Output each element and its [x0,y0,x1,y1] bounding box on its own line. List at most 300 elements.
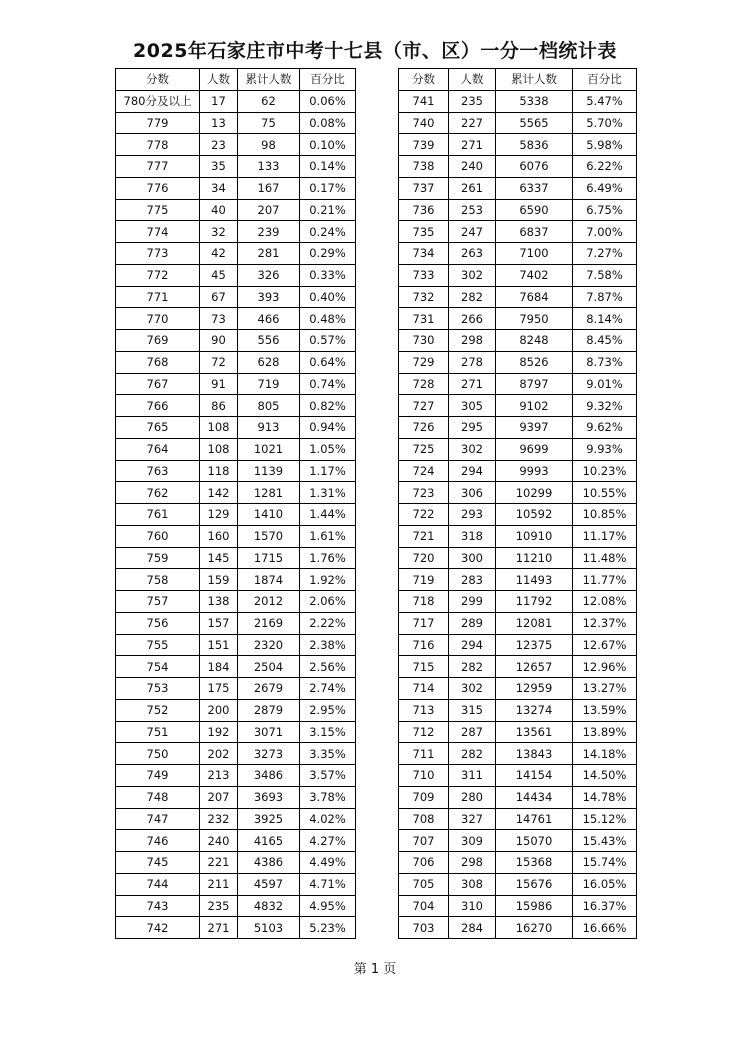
cell-percent: 4.27% [300,830,356,852]
cell-score: 764 [116,438,200,460]
cell-cumulative: 10592 [496,504,573,526]
cell-score: 741 [399,90,449,112]
cell-score: 768 [116,351,200,373]
cell-percent: 0.40% [300,286,356,308]
cell-count: 305 [449,395,496,417]
table-row [116,612,356,634]
cell-score: 729 [399,351,449,373]
cell-percent: 1.76% [300,547,356,569]
cell-score: 744 [116,873,200,895]
cell-score: 711 [399,743,449,765]
cell-count: 235 [200,895,238,917]
cell-count: 294 [449,634,496,656]
cell-percent: 1.44% [300,504,356,526]
cell-percent: 4.71% [300,873,356,895]
header-count: 人数 [449,69,496,91]
cell-cumulative: 3486 [238,765,300,787]
cell-percent: 0.10% [300,134,356,156]
cell-percent: 15.12% [573,808,637,830]
table-row [399,656,637,678]
cell-count: 311 [449,765,496,787]
cell-score: 735 [399,221,449,243]
table-header-row [116,69,356,91]
cell-percent: 8.14% [573,308,637,330]
cell-cumulative: 6590 [496,199,573,221]
cell-score: 708 [399,808,449,830]
cell-score: 736 [399,199,449,221]
cell-cumulative: 3273 [238,743,300,765]
cell-count: 278 [449,351,496,373]
cell-percent: 0.06% [300,90,356,112]
table-row [399,482,637,504]
cell-score: 709 [399,786,449,808]
cell-score: 710 [399,765,449,787]
cell-cumulative: 2320 [238,634,300,656]
table-row [399,525,637,547]
cell-percent: 0.82% [300,395,356,417]
cell-count: 253 [449,199,496,221]
cell-cumulative: 11493 [496,569,573,591]
cell-count: 138 [200,591,238,613]
cell-count: 202 [200,743,238,765]
cell-count: 300 [449,547,496,569]
cell-percent: 14.78% [573,786,637,808]
cell-count: 108 [200,417,238,439]
cell-cumulative: 5103 [238,917,300,939]
cell-cumulative: 11792 [496,591,573,613]
cell-percent: 11.48% [573,547,637,569]
cell-cumulative: 13561 [496,721,573,743]
score-table-left [115,68,356,939]
cell-count: 192 [200,721,238,743]
cell-cumulative: 556 [238,330,300,352]
cell-cumulative: 8797 [496,373,573,395]
cell-score: 714 [399,678,449,700]
cell-score: 770 [116,308,200,330]
cell-percent: 11.77% [573,569,637,591]
cell-score: 739 [399,134,449,156]
page-number: 第 1 页 [353,962,397,977]
cell-percent: 6.49% [573,177,637,199]
table-row [399,743,637,765]
cell-score: 719 [399,569,449,591]
cell-cumulative: 15676 [496,873,573,895]
table-row [116,569,356,591]
cell-count: 271 [200,917,238,939]
cell-cumulative: 1715 [238,547,300,569]
cell-percent: 3.78% [300,786,356,808]
table-row [399,460,637,482]
cell-cumulative: 3925 [238,808,300,830]
cell-score: 715 [399,656,449,678]
cell-cumulative: 7950 [496,308,573,330]
cell-score: 751 [116,721,200,743]
cell-count: 91 [200,373,238,395]
table-row [116,199,356,221]
table-row [116,438,356,460]
cell-count: 17 [200,90,238,112]
table-header-row [399,69,637,91]
cell-score: 728 [399,373,449,395]
cell-count: 142 [200,482,238,504]
cell-percent: 0.48% [300,308,356,330]
table-body-right [399,90,637,938]
table-body-left [116,90,356,938]
cell-cumulative: 5836 [496,134,573,156]
cell-score: 732 [399,286,449,308]
cell-count: 213 [200,765,238,787]
cell-score: 760 [116,525,200,547]
cell-cumulative: 2879 [238,699,300,721]
cell-count: 200 [200,699,238,721]
table-row [399,830,637,852]
cell-percent: 2.56% [300,656,356,678]
cell-cumulative: 8526 [496,351,573,373]
cell-score: 713 [399,699,449,721]
cell-score: 705 [399,873,449,895]
cell-percent: 4.02% [300,808,356,830]
cell-percent: 0.57% [300,330,356,352]
cell-percent: 5.23% [300,917,356,939]
table-row [116,373,356,395]
table-row [116,895,356,917]
table-row [116,786,356,808]
cell-percent: 4.49% [300,852,356,874]
table-row [399,808,637,830]
cell-score: 769 [116,330,200,352]
cell-score: 707 [399,830,449,852]
cell-score: 703 [399,917,449,939]
table-row [399,786,637,808]
cell-count: 293 [449,504,496,526]
cell-count: 240 [200,830,238,852]
cell-score: 717 [399,612,449,634]
cell-score: 730 [399,330,449,352]
cell-cumulative: 4165 [238,830,300,852]
cell-cumulative: 1874 [238,569,300,591]
cell-score: 766 [116,395,200,417]
cell-count: 327 [449,808,496,830]
cell-percent: 10.23% [573,460,637,482]
cell-cumulative: 628 [238,351,300,373]
cell-percent: 4.95% [300,895,356,917]
cell-count: 310 [449,895,496,917]
cell-cumulative: 4832 [238,895,300,917]
cell-score: 755 [116,634,200,656]
table-row [116,90,356,112]
cell-cumulative: 281 [238,243,300,265]
cell-count: 282 [449,286,496,308]
cell-percent: 5.98% [573,134,637,156]
cell-percent: 1.61% [300,525,356,547]
cell-count: 40 [200,199,238,221]
cell-percent: 1.92% [300,569,356,591]
cell-cumulative: 13274 [496,699,573,721]
cell-percent: 0.24% [300,221,356,243]
table-row [116,286,356,308]
cell-count: 271 [449,134,496,156]
cell-score: 727 [399,395,449,417]
table-row [116,330,356,352]
cell-cumulative: 7402 [496,264,573,286]
cell-percent: 8.73% [573,351,637,373]
cell-percent: 0.64% [300,351,356,373]
cell-percent: 0.21% [300,199,356,221]
cell-count: 298 [449,852,496,874]
cell-percent: 13.89% [573,721,637,743]
cell-cumulative: 4597 [238,873,300,895]
cell-cumulative: 75 [238,112,300,134]
cell-score: 759 [116,547,200,569]
table-row [116,482,356,504]
cell-score: 722 [399,504,449,526]
cell-score: 742 [116,917,200,939]
cell-count: 287 [449,721,496,743]
cell-percent: 14.50% [573,765,637,787]
table-row [399,917,637,939]
table-row [399,177,637,199]
cell-score: 763 [116,460,200,482]
cell-percent: 2.74% [300,678,356,700]
cell-score: 704 [399,895,449,917]
cell-count: 240 [449,156,496,178]
cell-count: 284 [449,917,496,939]
cell-count: 295 [449,417,496,439]
cell-score: 748 [116,786,200,808]
cell-cumulative: 1281 [238,482,300,504]
table-row [116,591,356,613]
cell-score: 737 [399,177,449,199]
cell-cumulative: 12081 [496,612,573,634]
table-row [116,395,356,417]
table-row [399,547,637,569]
cell-percent: 3.35% [300,743,356,765]
cell-cumulative: 98 [238,134,300,156]
table-row [399,721,637,743]
cell-percent: 1.17% [300,460,356,482]
cell-cumulative: 13843 [496,743,573,765]
cell-score: 720 [399,547,449,569]
cell-percent: 2.22% [300,612,356,634]
cell-score: 725 [399,438,449,460]
cell-count: 283 [449,569,496,591]
cell-percent: 7.27% [573,243,637,265]
cell-count: 294 [449,460,496,482]
cell-percent: 0.17% [300,177,356,199]
cell-count: 108 [200,438,238,460]
cell-percent: 5.47% [573,90,637,112]
table-row [399,199,637,221]
cell-score: 772 [116,264,200,286]
cell-percent: 10.55% [573,482,637,504]
cell-count: 318 [449,525,496,547]
cell-percent: 16.37% [573,895,637,917]
table-row [399,112,637,134]
cell-cumulative: 805 [238,395,300,417]
cell-score: 780分及以上 [116,90,200,112]
header-cumulative: 累计人数 [496,69,573,91]
cell-cumulative: 2169 [238,612,300,634]
cell-cumulative: 466 [238,308,300,330]
cell-score: 731 [399,308,449,330]
table-row [116,852,356,874]
cell-count: 232 [200,808,238,830]
table-row [116,765,356,787]
cell-percent: 15.74% [573,852,637,874]
table-row [116,721,356,743]
cell-percent: 3.15% [300,721,356,743]
cell-count: 151 [200,634,238,656]
cell-score: 733 [399,264,449,286]
cell-percent: 12.67% [573,634,637,656]
cell-cumulative: 2504 [238,656,300,678]
table-row [399,286,637,308]
cell-count: 302 [449,438,496,460]
cell-cumulative: 15368 [496,852,573,874]
cell-percent: 11.17% [573,525,637,547]
cell-score: 738 [399,156,449,178]
cell-cumulative: 913 [238,417,300,439]
cell-score: 771 [116,286,200,308]
cell-count: 261 [449,177,496,199]
table-row [399,134,637,156]
cell-count: 266 [449,308,496,330]
cell-score: 754 [116,656,200,678]
cell-score: 724 [399,460,449,482]
cell-cumulative: 1410 [238,504,300,526]
cell-score: 767 [116,373,200,395]
cell-score: 749 [116,765,200,787]
cell-percent: 10.85% [573,504,637,526]
cell-percent: 9.01% [573,373,637,395]
table-row [399,634,637,656]
cell-score: 776 [116,177,200,199]
table-row [399,852,637,874]
table-row [116,417,356,439]
cell-score: 743 [116,895,200,917]
cell-cumulative: 6337 [496,177,573,199]
table-row [116,808,356,830]
table-row [399,504,637,526]
header-cumulative: 累计人数 [238,69,300,91]
cell-cumulative: 1139 [238,460,300,482]
cell-score: 723 [399,482,449,504]
cell-count: 280 [449,786,496,808]
cell-score: 706 [399,852,449,874]
table-row [116,221,356,243]
table-row [116,351,356,373]
table-row [116,634,356,656]
cell-score: 775 [116,199,200,221]
cell-percent: 0.14% [300,156,356,178]
cell-cumulative: 133 [238,156,300,178]
cell-percent: 7.87% [573,286,637,308]
cell-cumulative: 62 [238,90,300,112]
cell-cumulative: 15986 [496,895,573,917]
table-row [399,156,637,178]
cell-cumulative: 239 [238,221,300,243]
cell-cumulative: 12375 [496,634,573,656]
cell-score: 765 [116,417,200,439]
cell-count: 160 [200,525,238,547]
cell-score: 712 [399,721,449,743]
header-score: 分数 [116,69,200,91]
cell-score: 762 [116,482,200,504]
cell-count: 306 [449,482,496,504]
cell-cumulative: 11210 [496,547,573,569]
table-row [399,612,637,634]
cell-cumulative: 393 [238,286,300,308]
cell-cumulative: 4386 [238,852,300,874]
table-row [116,525,356,547]
cell-percent: 15.43% [573,830,637,852]
cell-score: 734 [399,243,449,265]
table-row [116,308,356,330]
cell-count: 227 [449,112,496,134]
cell-count: 45 [200,264,238,286]
table-row [399,438,637,460]
cell-score: 779 [116,112,200,134]
cell-score: 757 [116,591,200,613]
cell-count: 23 [200,134,238,156]
cell-cumulative: 15070 [496,830,573,852]
cell-percent: 0.33% [300,264,356,286]
table-row [399,699,637,721]
cell-count: 247 [449,221,496,243]
cell-percent: 6.75% [573,199,637,221]
cell-percent: 9.62% [573,417,637,439]
cell-count: 175 [200,678,238,700]
cell-percent: 0.29% [300,243,356,265]
table-row [116,504,356,526]
cell-cumulative: 12959 [496,678,573,700]
cell-percent: 14.18% [573,743,637,765]
cell-score: 716 [399,634,449,656]
cell-count: 235 [449,90,496,112]
cell-percent: 7.00% [573,221,637,243]
cell-cumulative: 3071 [238,721,300,743]
cell-percent: 3.57% [300,765,356,787]
cell-percent: 2.06% [300,591,356,613]
table-row [116,547,356,569]
table-row [116,156,356,178]
cell-cumulative: 6837 [496,221,573,243]
cell-count: 263 [449,243,496,265]
cell-percent: 5.70% [573,112,637,134]
cell-percent: 6.22% [573,156,637,178]
table-row [116,243,356,265]
cell-count: 308 [449,873,496,895]
cell-count: 282 [449,656,496,678]
table-row [116,264,356,286]
cell-score: 746 [116,830,200,852]
cell-cumulative: 9102 [496,395,573,417]
table-row [116,460,356,482]
cell-score: 777 [116,156,200,178]
table-row [399,330,637,352]
cell-cumulative: 10299 [496,482,573,504]
table-row [399,308,637,330]
table-row [116,873,356,895]
cell-percent: 9.32% [573,395,637,417]
table-row [399,373,637,395]
cell-cumulative: 8248 [496,330,573,352]
cell-score: 761 [116,504,200,526]
cell-percent: 12.37% [573,612,637,634]
cell-count: 302 [449,678,496,700]
cell-cumulative: 7684 [496,286,573,308]
cell-count: 298 [449,330,496,352]
